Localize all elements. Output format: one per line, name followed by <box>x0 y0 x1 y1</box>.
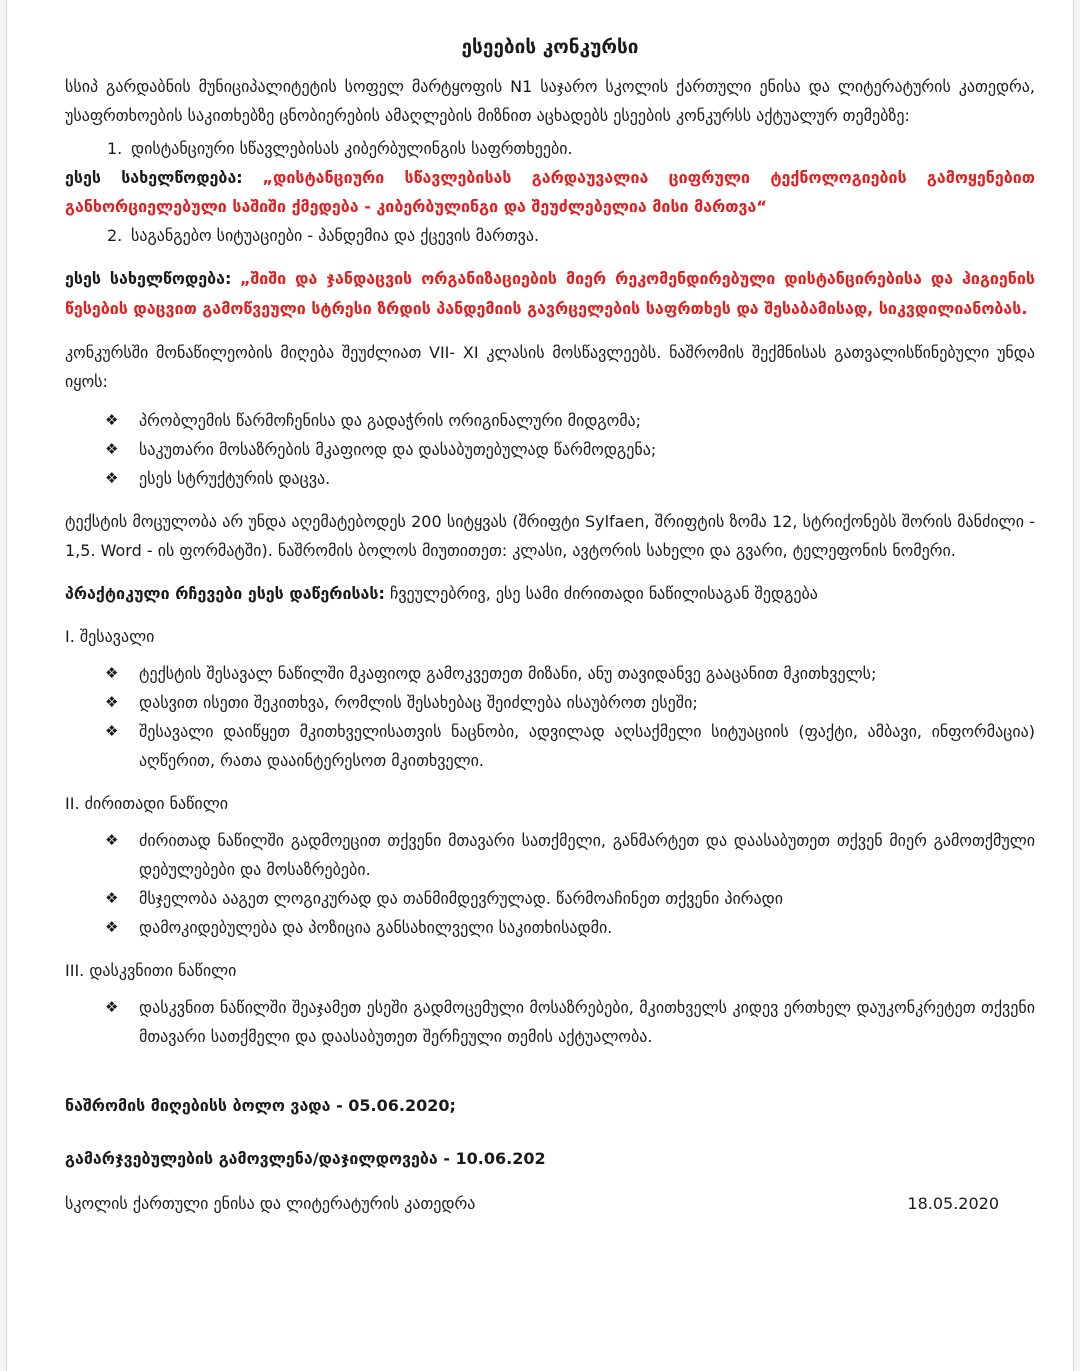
topic-list-1 <box>65 134 1035 163</box>
document-page <box>6 0 1074 1371</box>
essay-title-label: ესეს სახელწოდება: <box>65 269 232 288</box>
bullet-icon: ❖ <box>105 693 119 711</box>
section-heading-main: II. ძირითადი ნაწილი <box>65 794 229 813</box>
topic-text: საგანგებო სიტუაციები - პანდემია და ქცევის მართვა. <box>131 226 540 245</box>
bullet-icon: ❖ <box>105 722 119 740</box>
section-heading-intro: I. შესავალი <box>65 627 155 646</box>
essay-title-1 <box>65 163 1035 221</box>
list-item: ❖ საკუთარი მოსაზრების მკაფიოდ და დასაბუთებულად წარმოდგენა; <box>65 435 1035 464</box>
footer-org: სკოლის ქართული ენისა და ლიტერატურის კათედრა <box>65 1194 476 1213</box>
footer-signature <box>65 1189 1035 1218</box>
topic-item <box>65 134 1035 163</box>
list-item: ❖ დასვით ისეთი შეკითხვა, რომლის შესახებაც შეიძლება ისაუბროთ ესეში; <box>65 688 1035 717</box>
list-item: ❖ დამოკიდებულება და პოზიცია განსახილველი საკითხისადმი. <box>65 913 1035 942</box>
criteria-list <box>65 406 1035 493</box>
essay-title-text: „შიში და ჯანდაცვის ორგანიზაციების მიერ რეკომენდირებული დისტანცირებისა და ჰიგიენის წესების დაცვით გამოწვეული სტრესი ზრდის პანდემიის გავრცელების საფრთხეს და შესაბამისად, სიკვდილიანობას. <box>65 269 1035 318</box>
topic-list-2 <box>65 221 1035 250</box>
tips-paragraph <box>65 579 1035 608</box>
topic-number: 1. <box>107 139 123 158</box>
topic-item <box>65 221 1035 250</box>
bullet-icon: ❖ <box>105 918 119 936</box>
list-item: ❖ პრობლემის წარმოჩენისა და გადაჭრის ორიგინალური მიდგომა; <box>65 406 1035 435</box>
section-list-main <box>65 826 1035 942</box>
tips-label: პრაქტიკული რჩევები ესეს დაწერისას: <box>65 584 385 603</box>
bullet-icon: ❖ <box>105 831 119 849</box>
essay-title-text: „დისტანციური სწავლებისას გარდაუვალია ციფრული ტექნოლოგიების გამოყენებით განხორციელებული საშიში ქმედება - კიბერბულინგი და შეუძლებელია მისი მართვა“ <box>65 168 1036 216</box>
list-item: ❖ ძირითად ნაწილში გადმოეცით თქვენი მთავარი სათქმელი, განმარტეთ და დაასაბუთეთ თქვენ მიერ გამოთქმული დებულებები და მოსაზრებები. <box>65 826 1035 884</box>
list-item: ❖ ტექსტის შესავალ ნაწილში მკაფიოდ გამოკვეთეთ მიზანი, ანუ თავიდანვე გააცანით მკითხველს; <box>65 659 1035 688</box>
tips-text: ჩვეულებრივ, ესე სამი ძირითადი ნაწილისაგან შედგება <box>384 584 818 603</box>
topic-text: დისტანციური სწავლებისას კიბერბულინგის საფრთხეები. <box>131 139 573 158</box>
list-item: ❖ მსჯელობა ააგეთ ლოგიკურად და თანმიმდევრულად. წარმოაჩინეთ თქვენი პირადი <box>65 884 1035 913</box>
section-heading-conclusion: III. დასკვნითი ნაწილი <box>65 961 237 980</box>
eligibility-paragraph: კონკურსში მონაწილეობის მიღება შეუძლიათ VII- XI კლასის მოსწავლეებს. ნაშრომის შექმნისას გათვალისწინებული უნდა იყოს: <box>65 343 1035 391</box>
list-item: ❖ შესავალი დაიწყეთ მკითხველისათვის ნაცნობი, ადვილად აღსაქმელი სიტუაციის (ფაქტი, ამბავი, ინფორმაცია) აღწერით, რათა დააინტერესოთ მკითხველი. <box>65 717 1035 775</box>
bullet-icon: ❖ <box>105 998 119 1016</box>
deadline-line: ნაშრომის მიღებისს ბოლო ვადა - 05.06.2020; <box>65 1096 456 1115</box>
section-list-conclusion <box>65 993 1035 1051</box>
bullet-icon: ❖ <box>105 664 119 682</box>
document-content <box>65 32 1035 1218</box>
page-title: ესეების კონკურსი <box>461 36 639 58</box>
bullet-icon: ❖ <box>105 889 119 907</box>
essay-title-2 <box>65 264 1035 324</box>
bullet-icon: ❖ <box>105 411 119 429</box>
bullet-icon: ❖ <box>105 440 119 458</box>
intro-paragraph: სსიპ გარდაბნის მუნიციპალიტეტის სოფელ მარტყოფის N1 საჯარო სკოლის ქართული ენისა და ლიტერატურის კათედრა, უსაფრთხოების საკითხებზე ცნობიერების ამაღლების მიზნით აცხადებს ესეების კონკურსს აქტუალურ თემებზე: <box>65 77 1035 125</box>
bullet-icon: ❖ <box>105 469 119 487</box>
section-list-intro <box>65 659 1035 775</box>
footer-date: 18.05.2020 <box>907 1194 999 1213</box>
topic-number: 2. <box>107 226 123 245</box>
list-item: ❖ დასკვნით ნაწილში შეაჯამეთ ესეში გადმოცემული მოსაზრებები, მკითხველს კიდევ ერთხელ დაუკონკრეტეთ თქვენი მთავარი სათქმელი და დაასაბუთეთ შერჩეული თემის აქტუალობა. <box>65 993 1035 1051</box>
results-line: გამარჯვებულების გამოვლენა/დაჯილდოვება - 10.06.202 <box>65 1149 546 1168</box>
format-paragraph: ტექსტის მოცულობა არ უნდა აღემატებოდეს 200 სიტყვას (შრიფტი Sylfaen, შრიფტის ზომა 12, სტრიქონებს შორის მანძილი - 1,5. Word - ის ფორმატში). ნაშრომის ბოლოს მიუთითეთ: კლასი, ავტორის სახელი და გვარი, ტელეფონის ნომერი. <box>65 512 1035 560</box>
list-item: ❖ ესეს სტრუქტურის დაცვა. <box>65 464 1035 493</box>
essay-title-label: ესეს სახელწოდება: <box>65 168 243 187</box>
